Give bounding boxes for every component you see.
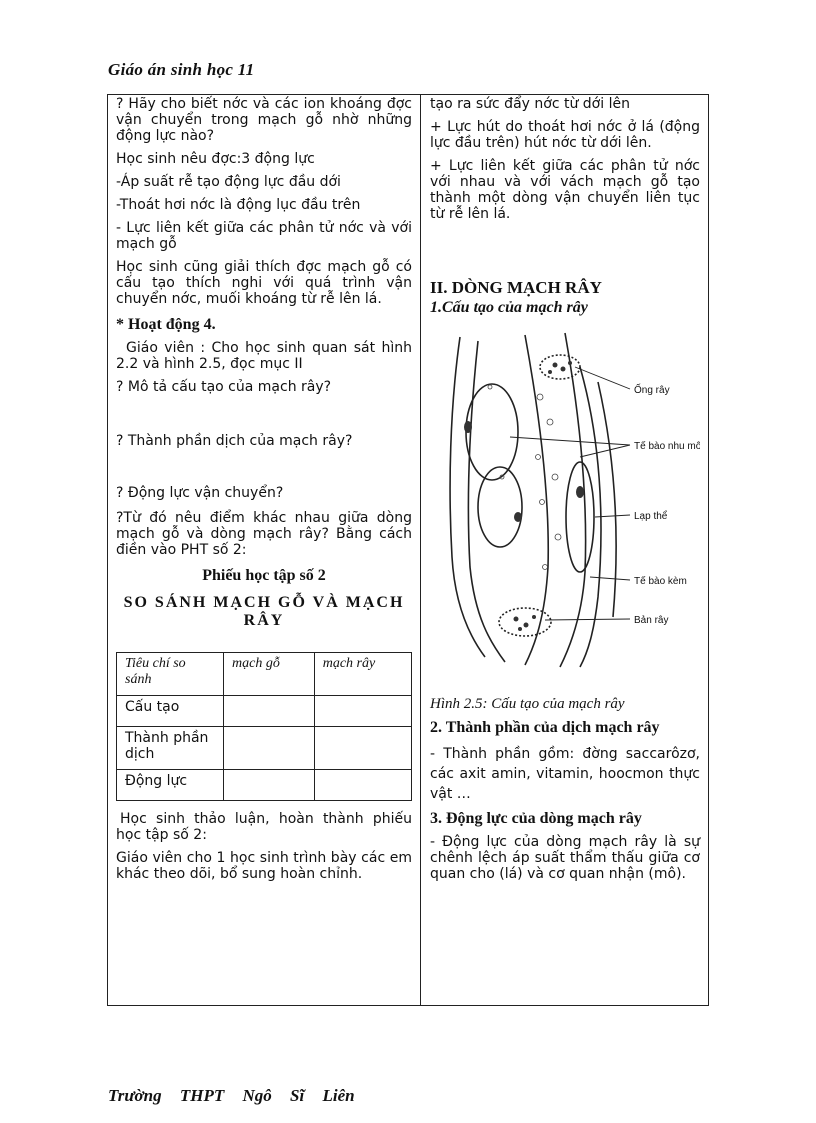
subheading-composition: 2. Thành phần của dịch mạch rây <box>430 719 660 736</box>
answer-5: Học sinh cũng giải thích đợc mạch gỗ có cấu tạo thích nghi với quá trình vận chuyển nớc, muối khoáng từ rễ lên lá. <box>116 259 412 307</box>
left-wall-inner <box>468 341 505 662</box>
header-xylem: mạch gỗ <box>224 653 315 696</box>
question-2: ? Mô tả cấu tạo của mạch rây? <box>116 379 332 395</box>
discussion-text: Học sinh thảo luận, hoàn thành phiếu học tập số 2: <box>116 811 412 843</box>
page-header: Giáo án sinh học 11 <box>108 60 255 79</box>
leader-parenchyma-b <box>580 445 630 457</box>
left-wall <box>450 337 485 657</box>
composition-text: - Thành phần gồm: đờng saccarôzơ, các axit amin, vitamin, hoocmon thực vật … <box>430 746 700 802</box>
label-sieve-plate: Bản rây <box>634 615 669 626</box>
parenchyma-cell-2 <box>478 467 522 547</box>
sieve-plate-top <box>540 355 580 379</box>
answer-4: - Lực liên kết giữa các phân tử nớc và với mạch gỗ <box>116 220 412 252</box>
label-sieve-tube: Ống rây <box>634 385 670 396</box>
cohesion-force: + Lực liên kết giữa các phân tử nớc với nhau và với vách mạch gỗ tạo thành một dòng vận chuyển liên tục từ rễ lên lá. <box>430 158 700 222</box>
table-header-row <box>117 653 412 696</box>
presentation-text: Giáo viên cho 1 học sinh trình bày các em khác theo dõi, bổ sung hoàn chỉnh. <box>116 850 412 882</box>
table-row <box>117 727 412 770</box>
worksheet-title: Phiếu học tập số 2 <box>202 567 326 584</box>
parenchyma-cell-1 <box>466 384 518 480</box>
header-phloem: mạch rây <box>314 653 411 696</box>
phloem-cell[interactable] <box>314 727 411 770</box>
phloem-structure-figure <box>430 327 700 672</box>
comparison-table <box>116 652 412 801</box>
leader-parenchyma-a <box>510 437 630 445</box>
section-heading-phloem: II. DÒNG MẠCH RÂY <box>430 278 602 297</box>
question-1: ? Hãy cho biết nớc và các ion khoáng đợc vận chuyển trong mạch gỗ nhờ những động lực nào? <box>116 96 412 144</box>
figure-caption: Hình 2.5: Cấu tạo của mạch rây <box>430 696 625 712</box>
label-plastid: Lạp thể <box>634 511 668 522</box>
nucleus-1 <box>464 421 472 433</box>
column-divider <box>420 94 421 1006</box>
question-5: ?Từ đó nêu điểm khác nhau giữa dòng mạch gỗ và dòng mạch rây? Bằng cách điền vào PHT số 2: <box>116 510 412 558</box>
question-4: ? Động lực vận chuyển? <box>116 485 284 501</box>
root-pressure-cont: tạo ra sức đẩy nớc từ dới lên <box>430 96 630 112</box>
left-column <box>116 96 412 889</box>
leader-companion-cell <box>590 577 630 580</box>
question-3: ? Thành phần dịch của mạch rây? <box>116 433 353 449</box>
table-row <box>117 770 412 801</box>
sieve-tube-wall-left <box>525 335 548 665</box>
page-footer: Trường THPT Ngô Sĩ Liên <box>108 1086 355 1105</box>
companion-cell <box>566 462 594 572</box>
answer-1: Học sinh nêu đợc:3 động lực <box>116 151 315 167</box>
sieve-tube-wall-right <box>560 333 586 667</box>
right-column <box>430 96 700 889</box>
subheading-driving-force: 3. Động lực của dòng mạch rây <box>430 810 642 827</box>
xylem-cell[interactable] <box>224 770 315 801</box>
row-label: Động lực <box>117 770 224 801</box>
leader-sieve-plate <box>545 619 630 620</box>
label-parenchyma: Tế bào nhu mô <box>634 441 700 452</box>
header-criteria: Tiêu chí so sánh <box>117 653 224 696</box>
xylem-cell[interactable] <box>224 727 315 770</box>
phloem-cell[interactable] <box>314 696 411 727</box>
transpiration-pull: + Lực hút do thoát hơi nớc ở lá (động lực đầu trên) hút nớc từ dới lên. <box>430 119 700 151</box>
label-companion-cell: Tế bào kèm <box>634 576 687 587</box>
subheading-structure: 1.Cấu tạo của mạch rây <box>430 299 588 316</box>
worksheet-subtitle: SO SÁNH MẠCH GỖ VÀ MẠCH RÂY <box>123 594 405 629</box>
xylem-cell[interactable] <box>224 696 315 727</box>
row-label: Thành phần dịch <box>117 727 224 770</box>
table-row <box>117 696 412 727</box>
nucleus-3 <box>576 486 584 498</box>
answer-2: -Áp suất rễ tạo động lực đầu dới <box>116 174 341 190</box>
teacher-instruction: Giáo viên : Cho học sinh quan sát hình 2.2 và hình 2.5, đọc mục II <box>116 340 412 372</box>
answer-3: -Thoát hơi nớc là động lục đầu trên <box>116 197 361 213</box>
phloem-cell[interactable] <box>314 770 411 801</box>
driving-force-text: - Động lực của dòng mạch rây là sự chênh lệch áp suất thẩm thấu giữa cơ quan cho (lá) và cơ quan nhận (mô). <box>430 834 700 882</box>
row-label: Cấu tạo <box>117 696 224 727</box>
nucleus-2 <box>514 512 522 522</box>
activity-heading: * Hoạt động 4. <box>116 316 216 333</box>
